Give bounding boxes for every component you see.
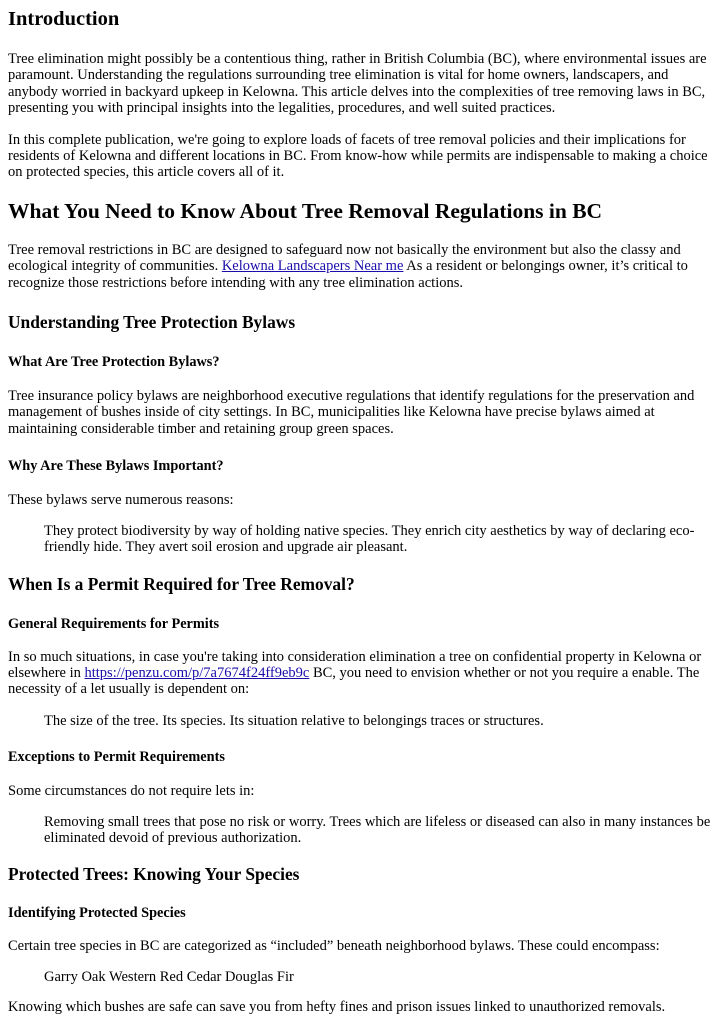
regulations-text-before: Tree removal restrictions in BC are designed to safeguard now not basically the environment but also the classy and ecological integrity of communities. — [8, 241, 681, 275]
penzu-link[interactable]: https://penzu.com/p/7a7674f24ff9eb9c — [84, 664, 310, 681]
protected-species-list: Garry Oak Western Red Cedar Douglas Fir — [44, 968, 294, 985]
permit-heading: When Is a Permit Required for Tree Removal? — [8, 573, 355, 594]
what-bylaws-paragraph: Tree insurance policy bylaws are neighborhood executive regulations that identify regulations for the preservation and management of bushes inside of city settings. In BC, municipalities like Kelowna have precise bylaws aimed at maintaining considerable timber and retaining group green spaces. — [8, 388, 695, 437]
what-bylaws-heading: What Are Tree Protection Bylaws? — [8, 354, 220, 371]
general-text-before: In so much situations, in case you're taking into consideration elimination a tree on confidential property in Kelowna or elsewhere in — [8, 648, 702, 681]
intro-paragraph-1: Tree elimination might possibly be a contentious thing, rather in British Columbia (BC), where environmental issues are paramount. Understanding the regulations surrounding tree elimination is vital for home owners, landscapers, and anybody worried in backyard upkeep in Kelowna. This article delves into the complexities of tree removing laws in BC, presenting you with principal insights into the legalities, procedures, and well suited practices. — [8, 51, 707, 117]
protected-closing-paragraph: Knowing which bushes are safe can save you from hefty fines and prison issues linked to unauthorized removals. — [8, 999, 666, 1016]
identifying-species-heading: Identifying Protected Species — [8, 905, 186, 922]
general-text-after: BC, you need to envision whether or not you require a enable. The necessity of a let usually is dependent on: — [8, 664, 700, 698]
why-bylaws-paragraph: These bylaws serve numerous reasons: — [8, 492, 234, 509]
intro-paragraph-2: In this complete publication, we're going to explore loads of facets of tree removal policies and their implications for residents of Kelowna and different locations in BC. From know-how while permits are indispensable to making a choice on protected species, this article covers all of it. — [8, 131, 708, 181]
why-bylaws-heading: Why Are These Bylaws Important? — [8, 458, 224, 475]
general-requirements-heading: General Requirements for Permits — [8, 615, 220, 632]
regulations-paragraph — [8, 242, 712, 291]
intro-heading: Introduction — [8, 8, 120, 30]
regulations-heading: What You Need to Know About Tree Removal Regulations in BC — [8, 198, 603, 223]
exceptions-paragraph: Some circumstances do not require lets in: — [8, 783, 255, 800]
regulations-text-after: As a resident or belongings owner, it’s critical to recognize those restrictions before intending with any tree elimination actions. — [8, 258, 688, 291]
exceptions-heading: Exceptions to Permit Requirements — [8, 749, 225, 766]
general-requirements-list: The size of the tree. Its species. Its situation relative to belongings traces or structures. — [44, 712, 544, 729]
exceptions-list: Removing small trees that pose no risk or worry. Trees which are lifeless or diseased can also in many instances be eliminated devoid of previous authorization. — [44, 813, 711, 846]
why-bylaws-list: They protect biodiversity by way of holding native species. They enrich city aesthetics by way of declaring eco-friendly hide. They avert soil erosion and upgrade air pleasant. — [44, 522, 695, 556]
identifying-species-paragraph: Certain tree species in BC are categorized as “included” beneath neighborhood bylaws. These could encompass: — [8, 938, 660, 955]
protected-trees-heading: Protected Trees: Knowing Your Species — [8, 864, 300, 885]
kelowna-landscapers-link[interactable]: Kelowna Landscapers Near me — [221, 258, 404, 275]
bylaws-heading: Understanding Tree Protection Bylaws — [8, 312, 296, 333]
general-requirements-paragraph — [8, 649, 712, 698]
article — [0, 7, 720, 1016]
